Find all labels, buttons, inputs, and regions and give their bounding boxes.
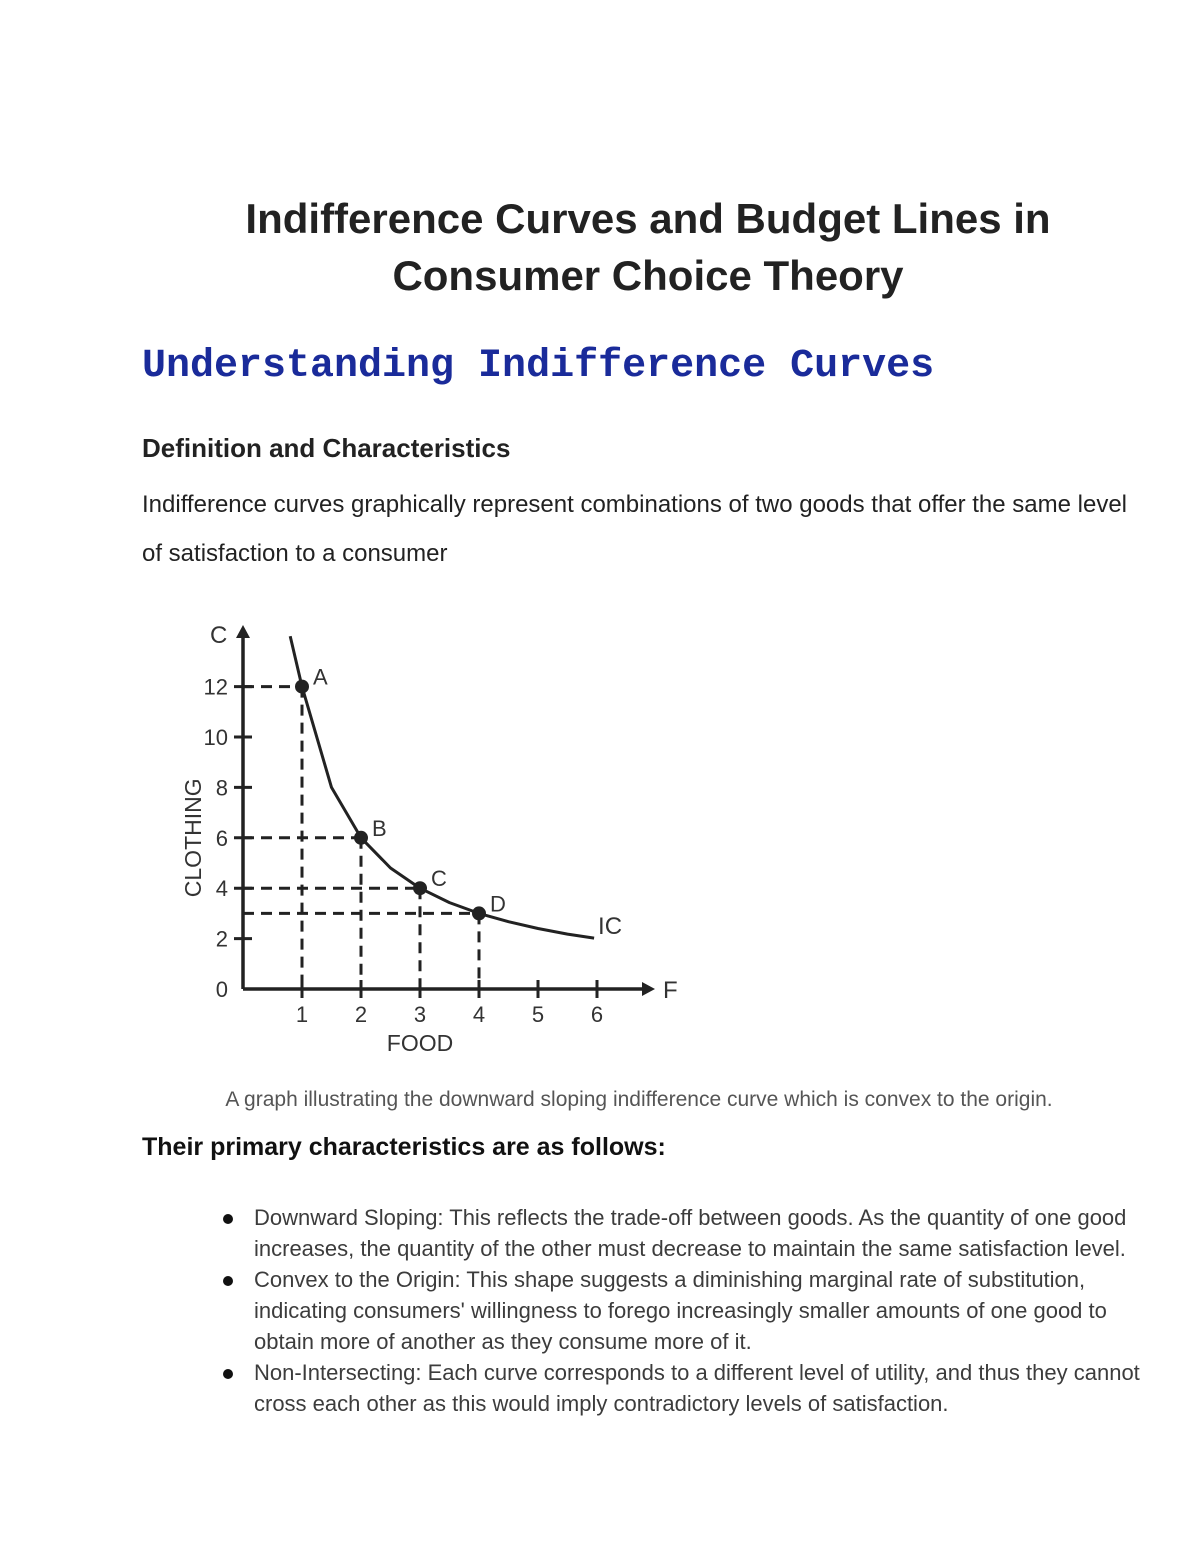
title-line-1: Indifference Curves and Budget Lines in: [245, 195, 1051, 242]
list-item: [218, 1264, 1158, 1357]
y-tick-label: 12: [203, 674, 228, 700]
y-tick-label: 10: [203, 725, 228, 750]
section-heading: Understanding Indifference Curves: [142, 344, 935, 389]
y-tick-label: 6: [215, 825, 228, 851]
figure-caption: A graph illustrating the downward sloping indifference curve which is convex to the origin.: [225, 1088, 1053, 1111]
data-point: [472, 906, 486, 920]
definition-paragraph: Indifference curves graphically represent combinations of two goods that offer the same level of satisfaction to a consumer: [142, 491, 1127, 567]
subsection-heading: Definition and Characteristics: [142, 433, 511, 463]
indifference-curve-chart: [160, 615, 690, 1065]
document-title: [0, 190, 1200, 304]
title-line-2: Consumer Choice Theory: [392, 252, 904, 299]
list-item: [218, 1202, 1158, 1264]
y-axis-title: CLOTHING: [180, 778, 206, 898]
bullet-dot-icon: [223, 1369, 233, 1379]
data-point-label: B: [372, 815, 387, 841]
list-item: [218, 1357, 1158, 1419]
x-axis-letter: F: [663, 977, 678, 1004]
x-tick-label: 3: [413, 1002, 427, 1027]
data-point: [354, 831, 368, 845]
x-tick-label: 1: [295, 1002, 309, 1027]
y-tick-label: 0: [215, 977, 228, 1002]
bullet-dot-icon: [223, 1214, 233, 1224]
data-point: [295, 680, 309, 694]
y-tick-label: 2: [215, 926, 228, 952]
x-tick-label: 2: [354, 1002, 368, 1027]
characteristics-list: [218, 1202, 1158, 1419]
characteristics-heading: Their primary characteristics are as follows:: [142, 1133, 666, 1161]
y-axis-letter: C: [210, 622, 228, 649]
indifference-curve-line: [290, 636, 594, 938]
indifference-curve-figure: [160, 615, 690, 1065]
data-point-label: C: [431, 866, 447, 892]
x-tick-label: 6: [590, 1002, 604, 1027]
y-axis-arrow-icon: [236, 625, 250, 638]
curve-label: IC: [598, 913, 623, 941]
list-item-text: Non-Intersecting: Each curve corresponds to a different level of utility, and thus they cannot cross each other as this would imply contradictory levels of satisfaction.: [254, 1360, 1140, 1416]
x-axis-title: FOOD: [386, 1030, 454, 1056]
y-tick-label: 4: [215, 876, 228, 902]
x-tick-label: 5: [531, 1002, 545, 1027]
list-item-text: Downward Sloping: This reflects the trade-off between goods. As the quantity of one good increases, the quantity of the other must decrease to maintain the same satisfaction level.: [254, 1205, 1127, 1261]
x-axis-arrow-icon: [642, 982, 655, 996]
data-point: [413, 881, 427, 895]
data-point-label: A: [313, 664, 328, 690]
x-tick-label: 4: [472, 1002, 486, 1027]
list-item-text: Convex to the Origin: This shape suggests a diminishing marginal rate of substitution, indicating consumers' willingness to forego increasingly smaller amounts of one good to obtain more of another as they consume more of it.: [254, 1267, 1107, 1354]
bullet-dot-icon: [223, 1276, 233, 1286]
y-tick-label: 8: [215, 775, 228, 801]
data-point-label: D: [490, 891, 506, 917]
